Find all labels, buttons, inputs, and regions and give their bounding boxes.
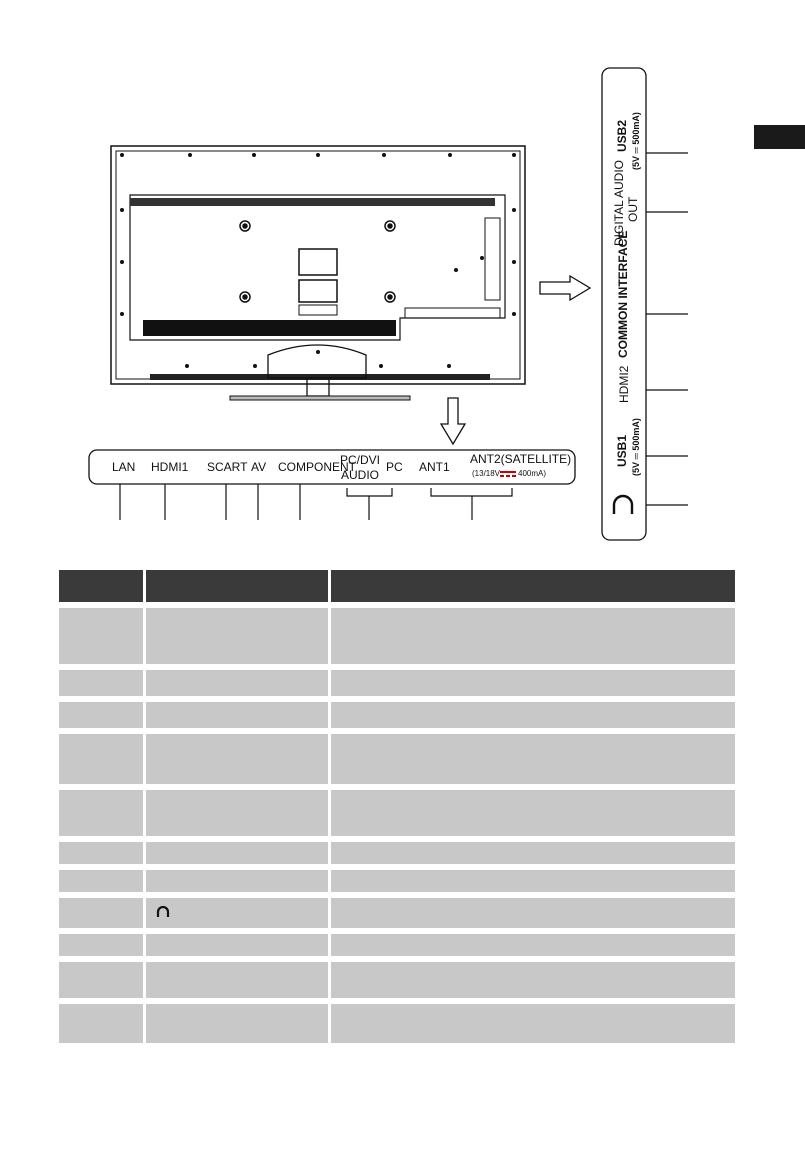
- table-cell: [59, 731, 144, 787]
- table-cell: [329, 839, 735, 867]
- headphone-icon: [156, 905, 170, 919]
- table-cell: [59, 667, 144, 699]
- label-av: AV: [251, 460, 267, 474]
- table-row: [59, 787, 735, 839]
- label-ant2-spec-prefix: (13/18V: [472, 469, 501, 478]
- table-cell: [59, 959, 144, 1001]
- label-scart: SCART: [207, 460, 248, 474]
- table-cell: [329, 731, 735, 787]
- down-arrow-icon: [441, 398, 465, 444]
- table-cell: [329, 1001, 735, 1043]
- table-cell: [144, 839, 329, 867]
- label-pc: PC: [386, 460, 403, 474]
- table-row: [59, 699, 735, 731]
- side-callout-lines: [646, 153, 688, 505]
- table-row: [59, 959, 735, 1001]
- label-usb2-spec: (5V ═ 500mA): [631, 112, 641, 170]
- table-cell: [329, 959, 735, 1001]
- right-arrow-icon: [540, 276, 590, 300]
- label-usb1: USB1: [615, 434, 629, 467]
- label-pc-dvi: PC/DVI: [340, 453, 381, 467]
- table-cell: [144, 1001, 329, 1043]
- tv-rear-illustration: [0, 0, 805, 560]
- table-row: [59, 895, 735, 931]
- table-cell: [59, 931, 144, 959]
- label-hdmi1: HDMI1: [151, 460, 189, 474]
- table-row: [59, 1001, 735, 1043]
- label-hdmi2: HDMI2: [617, 365, 631, 403]
- table-cell: [144, 895, 329, 931]
- table-cell: [59, 605, 144, 667]
- table-cell: [59, 699, 144, 731]
- label-component: COMPONENT: [278, 460, 356, 474]
- table-cell: [329, 667, 735, 699]
- label-ant2-spec-suffix: 400mA): [518, 469, 547, 478]
- connector-table: [59, 570, 735, 1043]
- table-cell: [329, 895, 735, 931]
- table-cell: [59, 867, 144, 895]
- table-row: [59, 839, 735, 867]
- table-header-cell: [329, 570, 735, 605]
- table-cell: [59, 787, 144, 839]
- table-row: [59, 931, 735, 959]
- table-header-cell: [59, 570, 144, 605]
- table-row: [59, 667, 735, 699]
- table-cell: [329, 605, 735, 667]
- tv-rear-diagram: [0, 0, 805, 560]
- label-digital-audio: DIGITAL AUDIO: [612, 159, 626, 246]
- table-cell: [144, 605, 329, 667]
- table-row: [59, 867, 735, 895]
- table-row: [59, 605, 735, 667]
- table-cell: [59, 1001, 144, 1043]
- label-lan: LAN: [112, 460, 136, 474]
- table-header-cell: [144, 570, 329, 605]
- table-cell: [144, 699, 329, 731]
- label-ant1: ANT1: [419, 460, 450, 474]
- table-cell: [144, 667, 329, 699]
- table-row: [59, 731, 735, 787]
- label-ant2: ANT2(SATELLITE): [470, 452, 572, 466]
- table-cell: [59, 839, 144, 867]
- label-digital-audio-out: OUT: [626, 196, 640, 222]
- bottom-callout-lines: [120, 484, 512, 520]
- table-cell: [144, 867, 329, 895]
- label-pc-dvi-audio: AUDIO: [341, 468, 380, 482]
- tv-body: [111, 146, 525, 400]
- table-cell: [329, 931, 735, 959]
- table-cell: [329, 699, 735, 731]
- label-usb1-spec: (5V ═ 500mA): [631, 418, 641, 476]
- table-cell: [59, 895, 144, 931]
- table-cell: [144, 959, 329, 1001]
- label-usb2: USB2: [615, 119, 629, 152]
- table-cell: [144, 731, 329, 787]
- table-cell: [144, 931, 329, 959]
- table-cell: [144, 787, 329, 839]
- label-common-interface: COMMON INTERFACE: [616, 230, 630, 358]
- table-header-row: [59, 570, 735, 605]
- table-cell: [329, 787, 735, 839]
- table-cell: [329, 867, 735, 895]
